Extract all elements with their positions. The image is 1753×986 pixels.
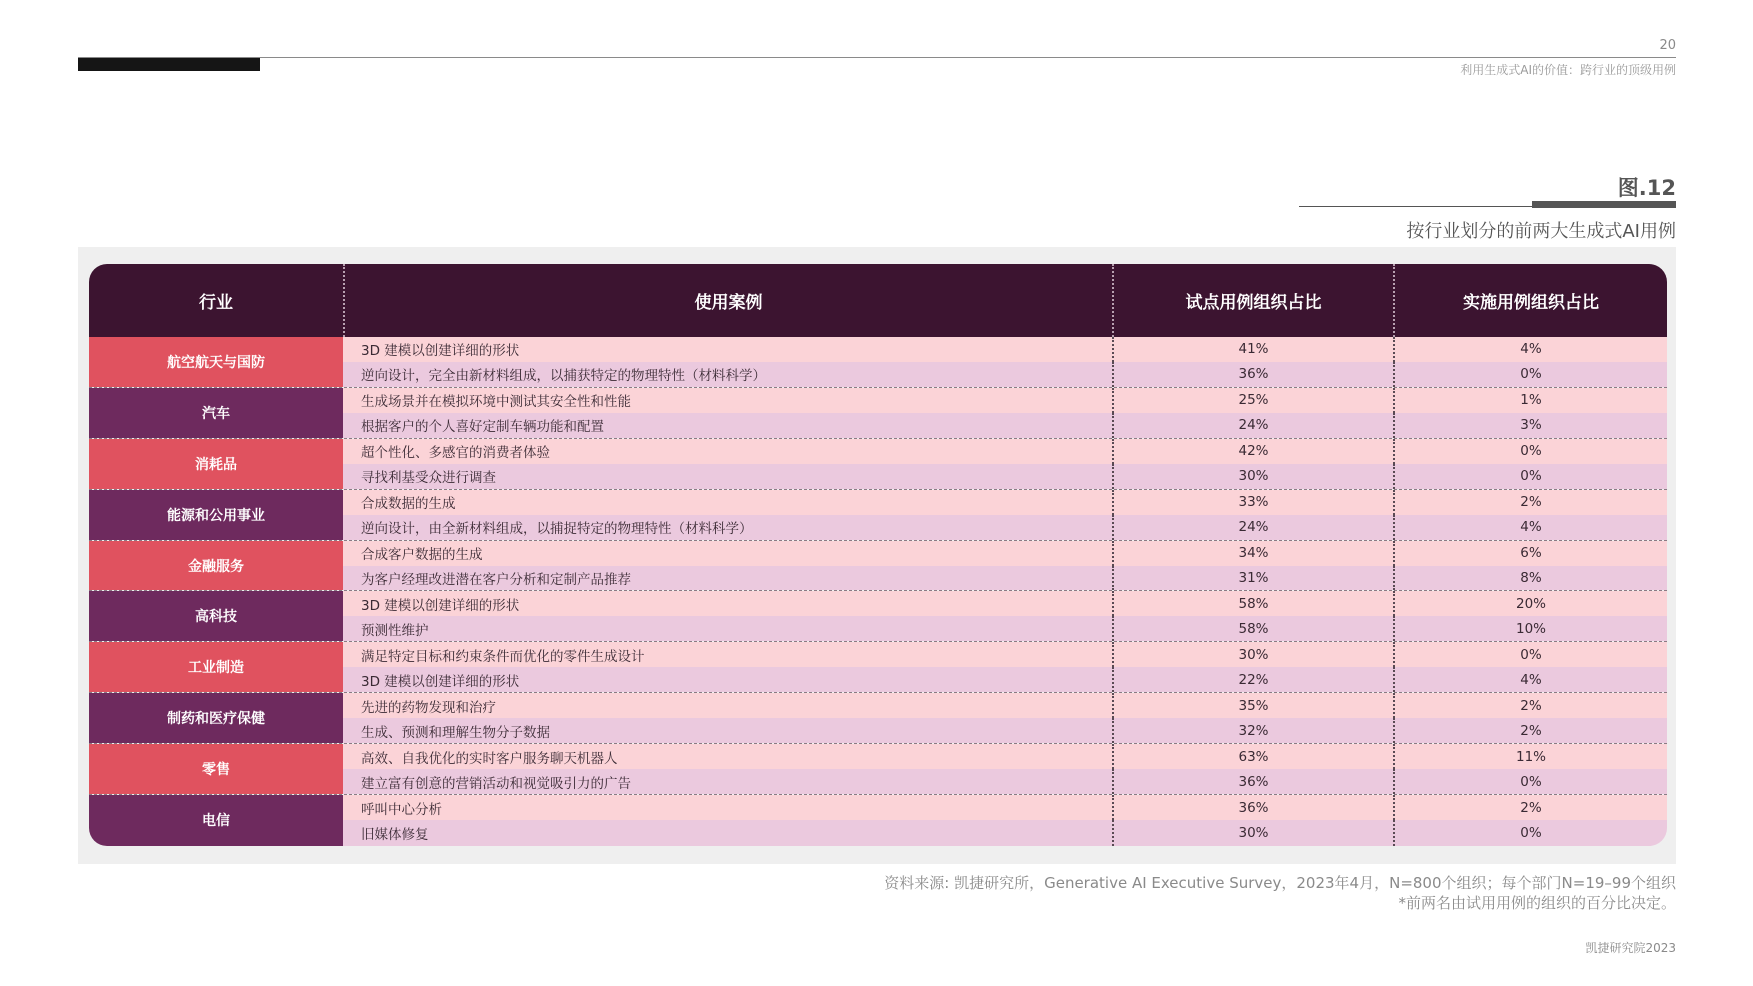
figure-title: 按行业划分的前两大生成式AI用例 (1406, 221, 1676, 242)
use-case-cell: 3D 建模以创建详细的形状 (361, 343, 520, 360)
column-header-pilot: 试点用例组织占比 (1112, 264, 1393, 337)
implemented-percent-cell: 0% (1393, 769, 1667, 794)
use-case-cell: 生成、预测和理解生物分子数据 (361, 724, 550, 741)
implemented-percent-cell: 4% (1393, 337, 1667, 362)
use-case-cell: 生成场景并在模拟环境中测试其安全性和性能 (361, 394, 631, 411)
use-case-rows (343, 642, 1667, 692)
table-row (343, 591, 1667, 616)
table-row (343, 337, 1667, 362)
table-row (343, 667, 1667, 692)
industry-group (89, 795, 1667, 846)
pilot-percent-cell: 34% (1112, 541, 1393, 566)
industry-group (89, 693, 1667, 744)
industry-label: 能源和公用事业 (89, 490, 343, 540)
table-row (343, 795, 1667, 820)
use-case-cell: 合成数据的生成 (361, 496, 456, 513)
pilot-percent-cell: 22% (1112, 667, 1393, 692)
implemented-percent-cell: 4% (1393, 515, 1667, 540)
running-title: 利用生成式AI的价值：跨行业的顶级用例 (1460, 63, 1676, 77)
header-accent-bar (78, 58, 260, 71)
industry-group (89, 642, 1667, 693)
use-case-table (89, 264, 1667, 846)
implemented-percent-cell: 0% (1393, 642, 1667, 667)
industry-group (89, 744, 1667, 795)
implemented-percent-cell: 6% (1393, 541, 1667, 566)
implemented-percent-cell: 10% (1393, 616, 1667, 641)
industry-group (89, 439, 1667, 490)
use-case-cell: 超个性化、多感官的消费者体验 (361, 445, 550, 462)
header-rule (78, 57, 1676, 58)
use-case-cell: 合成客户数据的生成 (361, 547, 483, 564)
industry-group (89, 337, 1667, 388)
industry-label: 零售 (89, 744, 343, 794)
use-case-cell: 高效、自我优化的实时客户服务聊天机器人 (361, 750, 618, 767)
pilot-percent-cell: 63% (1112, 744, 1393, 769)
pilot-percent-cell: 36% (1112, 769, 1393, 794)
use-case-rows (343, 337, 1667, 387)
table-row (343, 490, 1667, 515)
table-row (343, 769, 1667, 794)
pilot-percent-cell: 36% (1112, 795, 1393, 820)
pilot-percent-cell: 31% (1112, 566, 1393, 591)
implemented-percent-cell: 0% (1393, 439, 1667, 464)
table-row (343, 693, 1667, 718)
table-row (343, 464, 1667, 489)
pilot-percent-cell: 36% (1112, 362, 1393, 387)
implemented-percent-cell: 11% (1393, 744, 1667, 769)
pilot-percent-cell: 35% (1112, 693, 1393, 718)
implemented-percent-cell: 0% (1393, 464, 1667, 489)
use-case-rows (343, 541, 1667, 591)
implemented-percent-cell: 2% (1393, 795, 1667, 820)
industry-label: 高科技 (89, 591, 343, 641)
table-row (343, 566, 1667, 591)
industry-label: 电信 (89, 795, 343, 846)
page-number: 20 (1659, 38, 1676, 53)
footnote-line: *前两名由试用用例的组织的百分比决定。 (1398, 894, 1676, 912)
table-header (89, 264, 1667, 337)
industry-label: 制药和医疗保健 (89, 693, 343, 743)
use-case-cell: 寻找利基受众进行调查 (361, 470, 496, 487)
pilot-percent-cell: 30% (1112, 642, 1393, 667)
use-case-cell: 呼叫中心分析 (361, 801, 442, 818)
table-row (343, 820, 1667, 845)
implemented-percent-cell: 2% (1393, 490, 1667, 515)
use-case-cell: 3D 建模以创建详细的形状 (361, 673, 520, 690)
table-body (89, 337, 1667, 846)
use-case-rows (343, 795, 1667, 846)
table-row (343, 362, 1667, 387)
pilot-percent-cell: 32% (1112, 718, 1393, 743)
industry-group (89, 490, 1667, 541)
use-case-cell: 逆向设计，完全由新材料组成，以捕获特定的物理特性（材料科学） (361, 368, 766, 385)
source-note (884, 873, 1676, 913)
pilot-percent-cell: 30% (1112, 820, 1393, 845)
use-case-cell: 预测性维护 (361, 622, 429, 639)
use-case-cell: 满足特定目标和约束条件而优化的零件生成设计 (361, 648, 645, 665)
use-case-rows (343, 388, 1667, 438)
industry-group (89, 388, 1667, 439)
table-row (343, 718, 1667, 743)
implemented-percent-cell: 0% (1393, 362, 1667, 387)
industry-label: 航空航天与国防 (89, 337, 343, 387)
column-header-implemented: 实施用例组织占比 (1393, 264, 1667, 337)
figure-number: 图.12 (1617, 176, 1676, 200)
pilot-percent-cell: 25% (1112, 388, 1393, 413)
table-row (343, 744, 1667, 769)
implemented-percent-cell: 0% (1393, 820, 1667, 845)
industry-group (89, 591, 1667, 642)
table-row (343, 642, 1667, 667)
table-row (343, 616, 1667, 641)
column-header-industry: 行业 (199, 293, 233, 313)
pilot-percent-cell: 24% (1112, 413, 1393, 438)
industry-label: 金融服务 (89, 541, 343, 591)
use-case-cell: 为客户经理改进潜在客户分析和定制产品推荐 (361, 571, 631, 588)
use-case-cell: 旧媒体修复 (361, 827, 429, 844)
footer-credit: 凯捷研究院2023 (1585, 941, 1676, 955)
use-case-rows (343, 439, 1667, 489)
pilot-percent-cell: 30% (1112, 464, 1393, 489)
source-line: 资料来源: 凯捷研究所，Generative AI Executive Survey，2023年4月，N=800个组织；每个部门N=19–99个组织 (884, 874, 1676, 892)
implemented-percent-cell: 8% (1393, 566, 1667, 591)
column-header-use-case: 使用案例 (343, 264, 1112, 337)
industry-label: 消耗品 (89, 439, 343, 489)
table-row (343, 541, 1667, 566)
table-row (343, 388, 1667, 413)
use-case-cell: 逆向设计，由全新材料组成，以捕捉特定的物理特性（材料科学） (361, 521, 753, 538)
use-case-rows (343, 744, 1667, 794)
industry-label: 工业制造 (89, 642, 343, 692)
use-case-rows (343, 693, 1667, 743)
pilot-percent-cell: 58% (1112, 591, 1393, 616)
figure-accent-bar (1532, 201, 1676, 208)
use-case-cell: 建立富有创意的营销活动和视觉吸引力的广告 (361, 775, 631, 792)
implemented-percent-cell: 2% (1393, 718, 1667, 743)
pilot-percent-cell: 24% (1112, 515, 1393, 540)
table-row (343, 515, 1667, 540)
pilot-percent-cell: 58% (1112, 616, 1393, 641)
implemented-percent-cell: 4% (1393, 667, 1667, 692)
pilot-percent-cell: 42% (1112, 439, 1393, 464)
use-case-rows (343, 591, 1667, 641)
pilot-percent-cell: 33% (1112, 490, 1393, 515)
implemented-percent-cell: 3% (1393, 413, 1667, 438)
use-case-rows (343, 490, 1667, 540)
use-case-cell: 根据客户的个人喜好定制车辆功能和配置 (361, 419, 604, 436)
pilot-percent-cell: 41% (1112, 337, 1393, 362)
industry-label: 汽车 (89, 388, 343, 438)
table-row (343, 413, 1667, 438)
use-case-cell: 3D 建模以创建详细的形状 (361, 597, 520, 614)
implemented-percent-cell: 20% (1393, 591, 1667, 616)
implemented-percent-cell: 1% (1393, 388, 1667, 413)
use-case-cell: 先进的药物发现和治疗 (361, 699, 496, 716)
table-row (343, 439, 1667, 464)
implemented-percent-cell: 2% (1393, 693, 1667, 718)
industry-group (89, 541, 1667, 592)
